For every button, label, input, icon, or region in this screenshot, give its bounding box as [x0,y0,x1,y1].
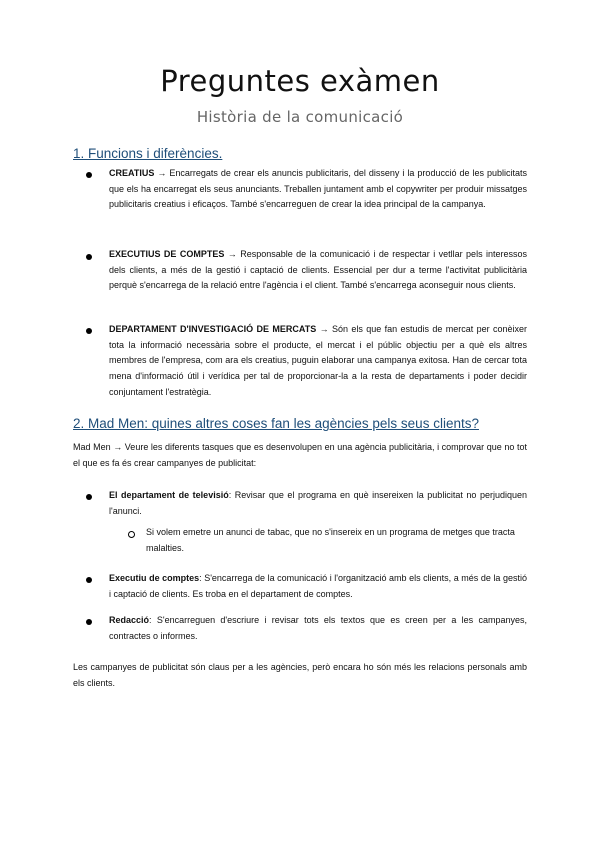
item-separator: → [316,324,332,334]
section-1-heading: 1. Funcions i diferències. [73,146,223,161]
document-title: Preguntes exàmen [160,64,440,98]
item-text: S'encarrega de la comunicació i l'organització amb els clients, a més de la gestió i captació de clients. Es troba en el departament de comptes. [109,573,527,599]
item-text: Encarregats de crear els anuncis publicitaris, del disseny i la producció de les publicitats que els ha encarregat els seus anunciants. Treballen juntament amb el copywriter per produir missatges publicitaris creatius i eficaços. També s'encarreguen de crear la idea principal de la campanya. [109,168,527,210]
item-text: Responsable de la comunicació i de respectar i vetllar pels interessos dels clients, a més de la gestió i captació de clients. Essencial per dur a terme l'activitat publicitària perquè s'encarrega de la relació entre l'agència i el client. També s'encarrega aconseguir nous clients. [109,249,527,291]
document-subtitle: Història de la comunicació [196,108,404,126]
bullet-icon [86,172,92,178]
list-item-creatius [109,166,527,213]
circle-bullet-icon [128,531,135,538]
item-term: El departament de televisió [109,490,229,500]
bullet-icon [86,494,92,500]
closing-paragraph: Les campanyes de publicitat són claus per a les agències, però encara ho són més les relacions personals amb els clients. [73,662,527,688]
item-text: S'encarreguen d'escriure i revisar tots els textos que es creen per a les campanyes, contractes o informes. [109,615,527,641]
item-term: Executiu de comptes [109,573,200,583]
list-item-redaccio [109,613,527,644]
list-item-departament [109,322,527,401]
item-term: CREATIUS [109,168,155,178]
list-item-executiu [109,571,527,602]
item-separator: → [224,249,241,259]
list-item-televisio [109,488,527,519]
bullet-icon [86,254,92,260]
item-text: Revisar que el programa en què insereixen la publicitat no perjudiquen l'anunci. [109,490,527,516]
bullet-icon [86,328,92,334]
item-separator: : [199,573,205,583]
item-term: EXECUTIUS DE COMPTES [109,249,225,259]
item-separator: : [228,490,235,500]
item-separator: : [149,615,157,625]
bullet-icon [86,619,92,625]
item-separator: → [154,168,170,178]
item-term: DEPARTAMENT D'INVESTIGACIÓ DE MERCATS [109,324,317,334]
section-2-intro: Mad Men → Veure les diferents tasques que es desenvolupen en una agència publicitària, i comprovar que no tot el que es fa és crear campanyes de publicitat: [73,442,527,468]
bullet-icon [86,577,92,583]
list-item-executius [109,247,527,294]
section-2-heading: 2. Mad Men: quines altres coses fan les agències pels seus clients? [73,416,479,431]
item-term: Redacció [109,615,150,625]
sub-list-item: Si volem emetre un anunci de tabac, que no s'insereix en un programa de metges que tracta malalties. [146,527,515,553]
item-text: Són els que fan estudis de mercat per conèixer tota la informació necessària sobre el producte, el mercat i el públic objectiu per a què els altres membres de l'empresa, com ara els creatius, puguin elaborar una campanya exitosa. Han de cercar tota mena d'informació útil i verídica per tal de proporcionar-la a la resta de departaments i poder decidir conjuntament l'estratègia. [109,324,527,397]
